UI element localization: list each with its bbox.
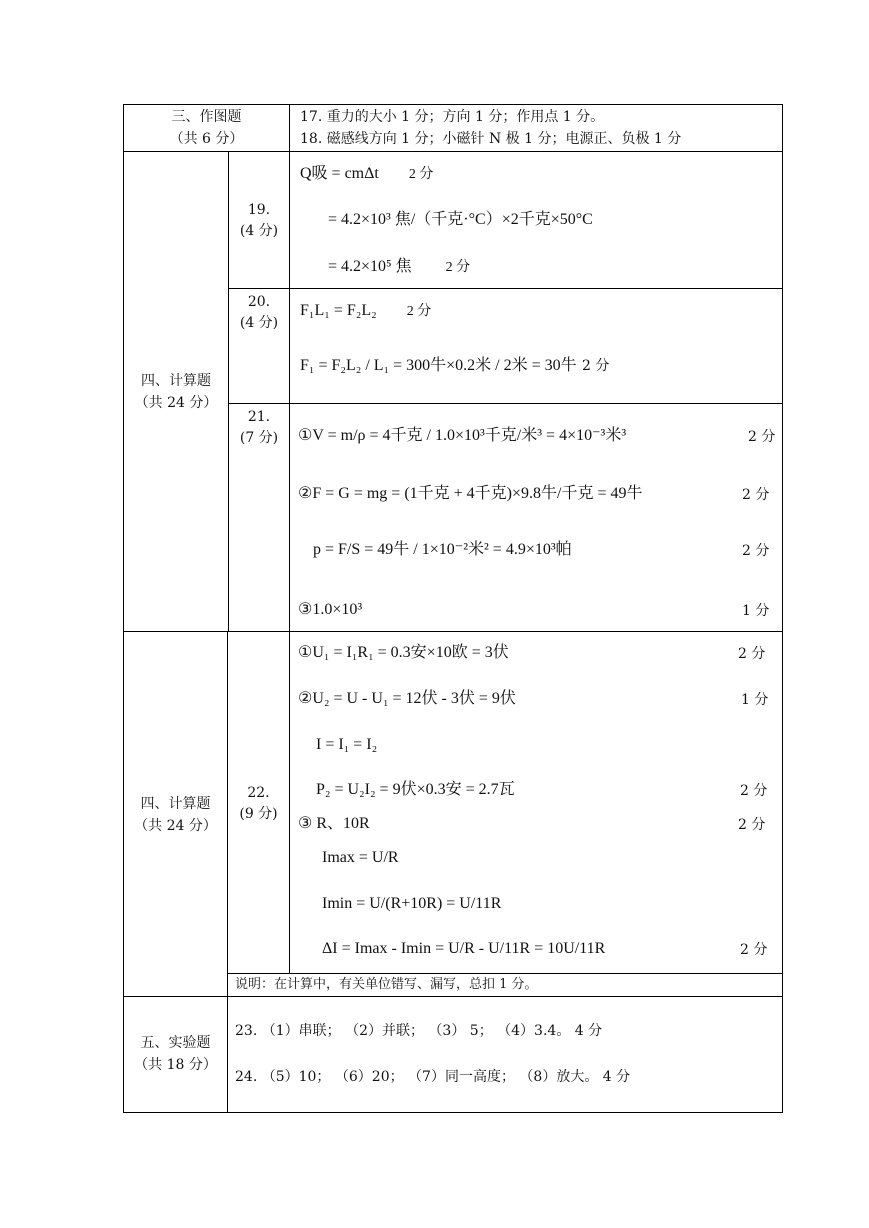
formula-line: [300, 163, 433, 186]
step-score: 1 分: [741, 692, 769, 708]
formula-line: ②F = G = mg = (1千克 + 4千克)×9.8牛/千克 = 49牛: [298, 485, 643, 502]
formula-line: [328, 256, 470, 279]
answer-line-18: 18. 磁感线方向 1 分；小磁针 N 极 1 分；电源正、负极 1 分: [300, 131, 682, 147]
step-score: 2 分: [408, 167, 434, 182]
formula-line: p = F/S = 49牛 / 1×10⁻²米² = 4.9×10³帕: [313, 541, 572, 558]
question-number: 21.: [247, 409, 271, 425]
step-score: 2 分: [748, 429, 776, 445]
col-divider: [227, 631, 228, 1113]
formula-line: ①U₁ = I₁R₁ = 0.3安×10欧 = 3伏: [298, 644, 509, 661]
step-score: 2 分: [445, 260, 471, 275]
step-score: 2 分: [742, 543, 770, 559]
answer-line-24: 24. （5）10； （6）20； （7）同一高度； （8）放大。 4 分: [235, 1069, 631, 1085]
formula-line: ①V = m/ρ = 4千克 / 1.0×10³千克/米³ = 4×10⁻³米³: [298, 427, 627, 444]
section-title: 五、实验题: [140, 1035, 211, 1051]
question-points: (9 分): [239, 806, 278, 822]
step-score: 2 分: [742, 487, 770, 503]
question-number: 20.: [247, 294, 271, 310]
row-divider: [228, 288, 783, 289]
row-divider: [228, 403, 783, 404]
step-score: 2 分: [738, 646, 766, 662]
formula-text: = 4.2×10⁵ 焦: [328, 258, 412, 275]
answer-line-17: 17. 重力的大小 1 分；方向 1 分；作用点 1 分。: [300, 109, 605, 125]
formula-line: = 4.2×10³ 焦/（千克·°C）×2千克×50°C: [328, 211, 593, 228]
step-score: 2 分: [740, 783, 768, 799]
formula-text: Q吸 = cmΔt: [300, 165, 379, 182]
formula-line: Imin = U/(R+10R) = U/11R: [322, 895, 502, 912]
row-divider: [123, 996, 783, 997]
formula-line: P₂ = U₂I₂ = 9伏×0.3安 = 2.7瓦: [316, 781, 515, 798]
section-score: （共 24 分）: [134, 818, 217, 834]
formula-line: ΔI = Imax - Imin = U/R - U/11R = 10U/11R: [322, 940, 606, 957]
step-score: 2 分: [738, 817, 766, 833]
section-score: （共 6 分）: [169, 131, 244, 147]
row-divider: [227, 973, 783, 974]
formula-line: I = I₁ = I₂: [316, 736, 378, 753]
row-divider: [123, 631, 783, 632]
grading-note: 说明：在计算中，有关单位错写、漏写，总扣 1 分。: [235, 977, 538, 992]
formula-line: ②U₂ = U - U₁ = 12伏 - 3伏 = 9伏: [298, 690, 516, 707]
section-title: 四、计算题: [141, 373, 211, 389]
step-score: 2 分: [582, 358, 610, 374]
formula-line: ③ R、10R: [298, 815, 370, 832]
col-divider: [289, 151, 290, 631]
answer-line-23: 23. （1）串联； （2）并联； （3） 5； （4）3.4。 4 分: [235, 1023, 603, 1039]
question-points: (4 分): [239, 223, 279, 239]
col-divider: [289, 631, 290, 973]
formula-line: F₁ = F₂L₂ / L₁ = 300牛×0.2米 / 2米 = 30牛: [300, 357, 577, 374]
question-number: 22.: [247, 785, 270, 801]
step-score: 2 分: [406, 304, 432, 319]
formula-line: Imax = U/R: [322, 849, 399, 866]
section-score: （共 18 分）: [134, 1057, 217, 1073]
section-title: 三、作图题: [171, 109, 242, 125]
row-divider: [123, 151, 783, 152]
question-points: (4 分): [239, 315, 279, 331]
step-score: 1 分: [742, 603, 770, 619]
formula-line: [300, 300, 431, 323]
section-title: 四、计算题: [140, 796, 211, 812]
question-points: (7 分): [239, 430, 279, 446]
formula-line: ③1.0×10³: [298, 601, 363, 618]
formula-text: F₁L₁ = F₂L₂: [300, 302, 377, 319]
question-number: 19.: [247, 202, 271, 218]
section-score: （共 24 分）: [134, 395, 218, 411]
col-divider: [289, 104, 290, 151]
step-score: 2 分: [740, 942, 768, 958]
